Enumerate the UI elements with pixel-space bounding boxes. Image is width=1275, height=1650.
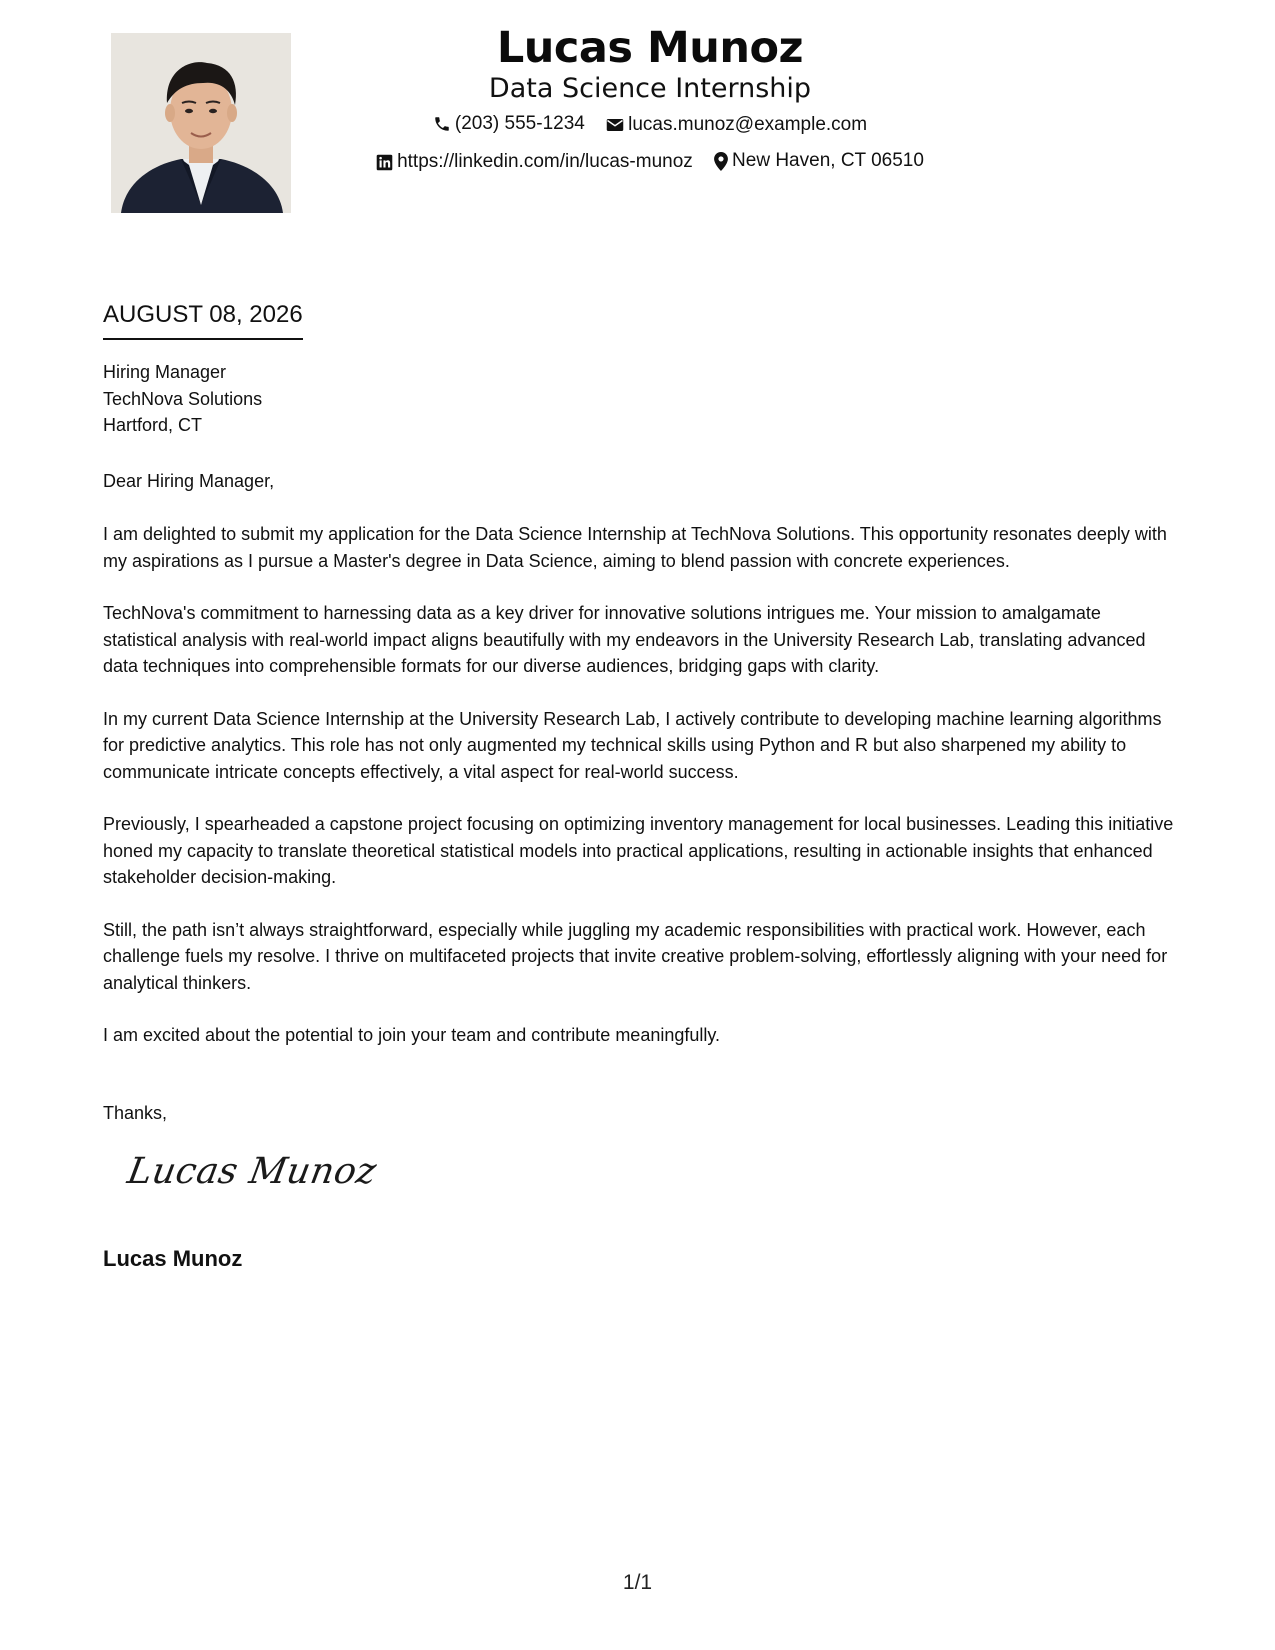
handwritten-signature: Lucas Munoz bbox=[124, 1151, 380, 1192]
phone-icon bbox=[433, 115, 451, 133]
letter-date: AUGUST 08, 2026 bbox=[103, 300, 303, 340]
map-marker-icon bbox=[714, 152, 728, 171]
recipient-block bbox=[103, 359, 1175, 439]
letter-header bbox=[300, 22, 1000, 178]
profile-photo bbox=[111, 33, 291, 213]
body-paragraph: Previously, I spearheaded a capstone project focusing on optimizing inventory management for local businesses. Leading this initiative honed my capacity to translate theoretical statistical models into practical applications, resulting in actionable insights that enhanced stakeholder decision-making. bbox=[103, 814, 1174, 887]
recipient-line: TechNova Solutions bbox=[103, 388, 263, 409]
recipient-line: Hartford, CT bbox=[103, 415, 203, 435]
position-title: Data Science Internship bbox=[488, 73, 812, 104]
body-paragraph: TechNova's commitment to harnessing data as a key driver for innovative solutions intrigues me. Your mission to amalgamate statistical analysis with real-world impact aligns beautifully with my endeavors in the University Research Lab, translating advanced data techniques into comprehensible formats for our diverse audiences, bridging gaps with clarity. bbox=[103, 603, 1146, 676]
body-paragraph: Still, the path isn’t always straightforward, especially while juggling my academic responsibilities with practical work. However, each challenge fuels my resolve. I thrive on multifaceted projects that invite creative problem-solving, effortlessly aligning with your need for analytical thinkers. bbox=[103, 919, 1168, 993]
phone-number: (203) 555-1234 bbox=[454, 113, 585, 134]
email-address[interactable]: lucas.munoz@example.com bbox=[628, 114, 868, 135]
linkedin-icon bbox=[376, 154, 393, 171]
phone-contact bbox=[433, 112, 585, 136]
applicant-name: Lucas Munoz bbox=[496, 23, 804, 73]
contact-line-primary bbox=[300, 112, 1000, 140]
salutation: Dear Hiring Manager, bbox=[103, 471, 275, 491]
linkedin-contact[interactable] bbox=[376, 150, 693, 174]
closing: Thanks, bbox=[103, 1103, 168, 1123]
linkedin-url[interactable]: https://linkedin.com/in/lucas-munoz bbox=[397, 151, 693, 172]
contact-line-secondary bbox=[300, 149, 1000, 178]
location-contact bbox=[714, 149, 924, 173]
body-paragraph: In my current Data Science Internship at the University Research Lab, I actively contribute to developing machine learning algorithms for predictive analytics. This role has not only augmented my technical skills using Python and R but also sharpened my ability to communicate intricate concepts effectively, a vital aspect for real-world success. bbox=[103, 708, 1162, 782]
email-contact[interactable] bbox=[606, 113, 867, 137]
body-paragraph: I am excited about the potential to join your team and contribute meaningfully. bbox=[103, 1025, 721, 1045]
letter-body bbox=[103, 521, 1175, 1075]
envelope-icon bbox=[606, 117, 624, 133]
body-paragraph: I am delighted to submit my application for the Data Science Internship at TechNova Solutions. This opportunity resonates deeply with my aspirations as I pursue a Master's degree in Data Science, aiming to blend passion with concrete experiences. bbox=[103, 524, 1167, 571]
page-number: 1/1 bbox=[622, 1571, 653, 1594]
recipient-line: Hiring Manager bbox=[103, 362, 227, 382]
signed-name: Lucas Munoz bbox=[103, 1246, 243, 1271]
location-text: New Haven, CT 06510 bbox=[732, 150, 924, 171]
